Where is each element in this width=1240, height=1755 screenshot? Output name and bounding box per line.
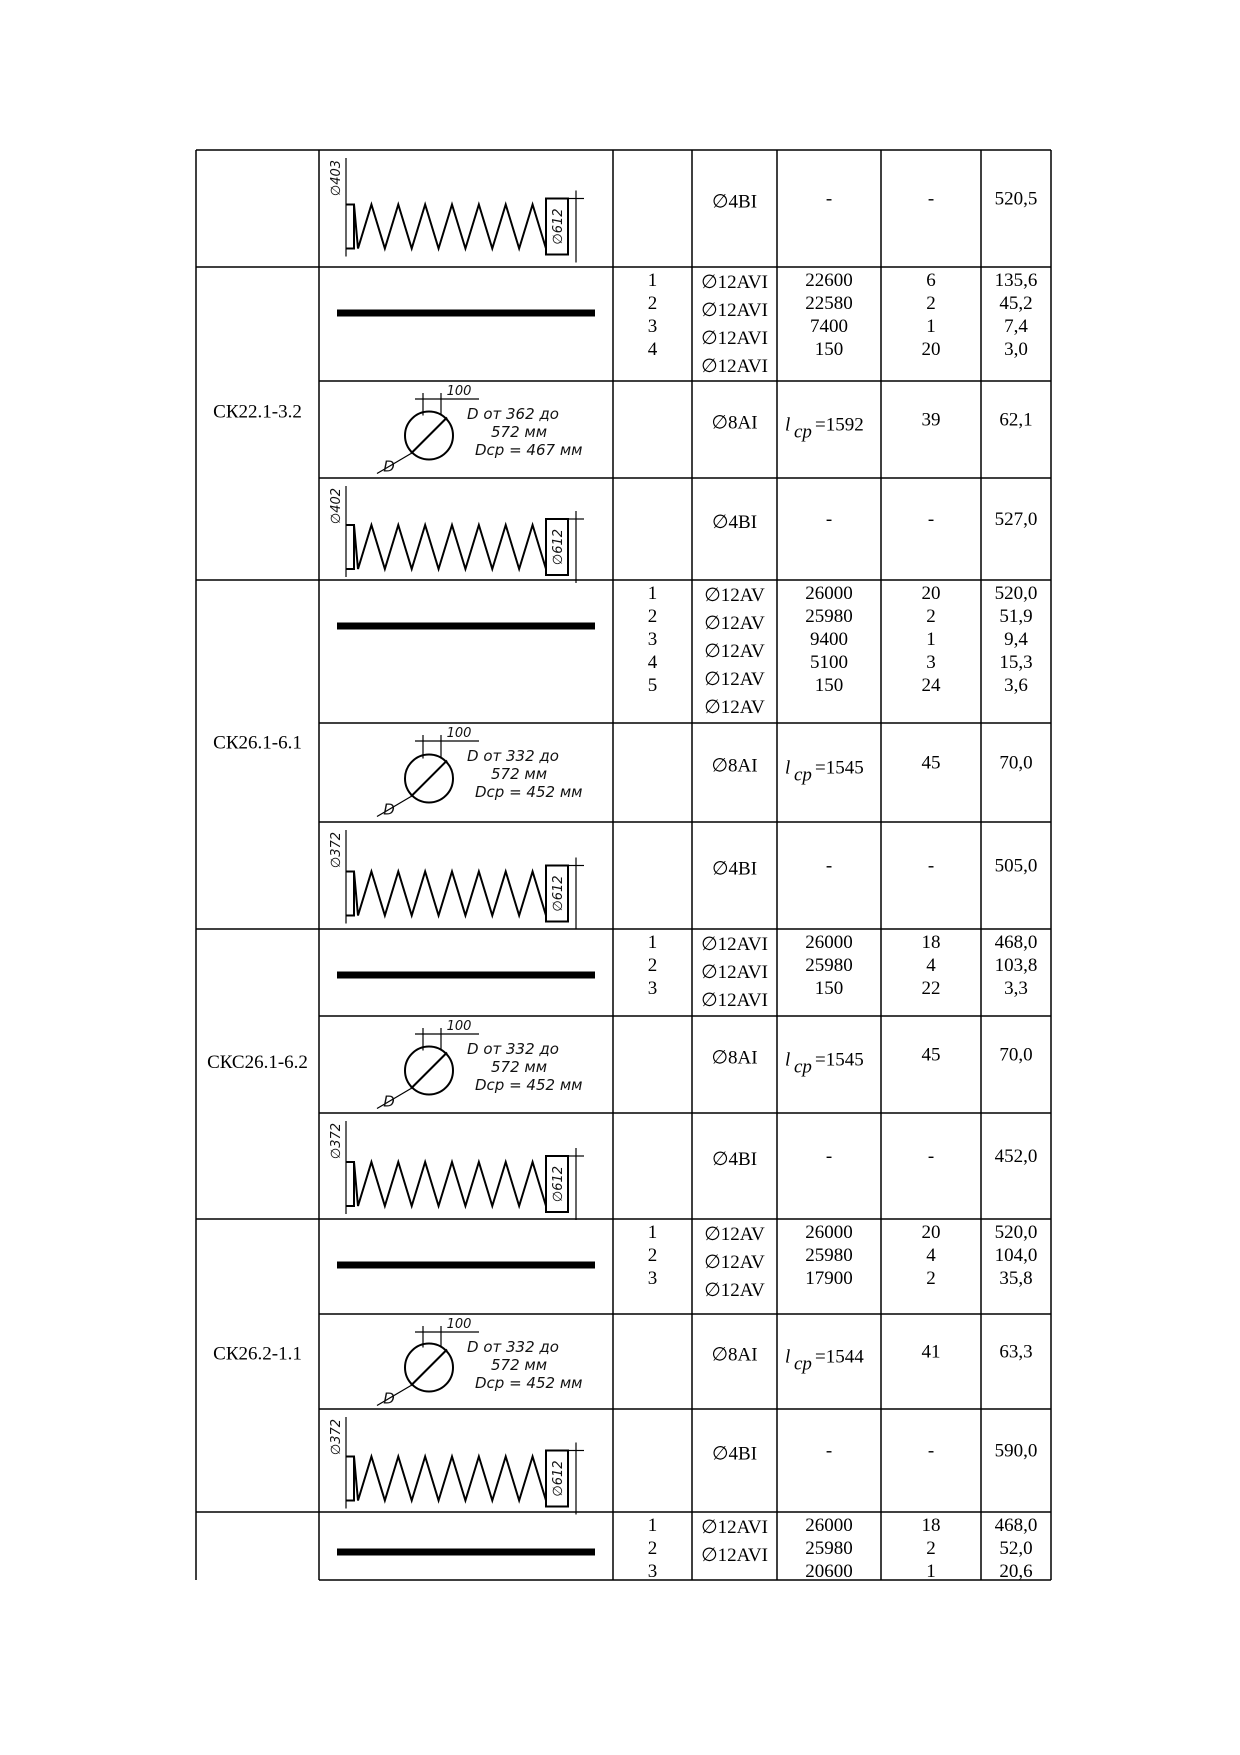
- bar-diameter-class: ∅8AI: [711, 755, 758, 777]
- element-mark: СКС26.1-6.2: [207, 1052, 308, 1073]
- ring-drawing: [377, 726, 582, 819]
- bar-count: 2: [926, 1538, 936, 1559]
- bar-count: 45: [921, 1044, 941, 1066]
- bar-mass: 45,2: [999, 293, 1033, 314]
- bar-length: -: [825, 188, 833, 210]
- bar-count: 4: [926, 955, 936, 976]
- bar-count: 1: [926, 316, 936, 337]
- ring-diameter-range-end: 572 мм: [491, 423, 548, 441]
- position-number: 2: [647, 955, 658, 976]
- table-row: [337, 270, 1037, 377]
- position-number: 1: [647, 1515, 658, 1536]
- bar-mass: 3,3: [1004, 978, 1028, 999]
- bar-mass: 62,1: [999, 409, 1033, 431]
- spiral-drawing: [329, 486, 584, 583]
- bar-mass: 520,5: [994, 188, 1038, 210]
- bar-diameter-class: ∅8AI: [711, 412, 758, 434]
- bar-mass: 452,0: [994, 1146, 1038, 1167]
- bar-length: -: [825, 1440, 833, 1462]
- spiral-start-diameter: ∅372: [329, 1418, 344, 1456]
- mean-length-value: =1545: [815, 1049, 864, 1071]
- spiral-end-diameter: ∅612: [551, 528, 566, 566]
- bar-mass: 9,4: [1004, 629, 1028, 650]
- spiral-start-diameter: ∅403: [329, 159, 344, 197]
- ring-overlap-dim: 100: [446, 726, 472, 741]
- mean-length-subscript: cp: [794, 421, 812, 443]
- position-number: 1: [647, 932, 658, 953]
- table-row: [377, 1317, 1033, 1408]
- position-number: 2: [647, 1538, 658, 1559]
- bar-diameter-class: ∅4BI: [711, 512, 758, 533]
- bar-mass: 520,0: [994, 583, 1038, 604]
- mean-length-symbol: l: [785, 1346, 791, 1368]
- bar-mass: 7,4: [1004, 316, 1028, 337]
- spiral-drawing: [329, 1121, 584, 1220]
- bar-mass: 468,0: [994, 932, 1038, 953]
- ring-overlap-dim: 100: [446, 384, 472, 399]
- table-row: [337, 1515, 1037, 1582]
- bar-mass: 63,3: [999, 1341, 1033, 1363]
- bar-count: 24: [921, 675, 941, 696]
- bar-length: 150: [814, 675, 844, 696]
- position-number: 4: [647, 339, 658, 360]
- bar-mass: 35,8: [999, 1268, 1033, 1289]
- bar-diameter-class: ∅12AV: [704, 585, 765, 606]
- bar-count: -: [927, 1440, 935, 1462]
- bar-length: 25980: [805, 1538, 853, 1559]
- bar-mass: 104,0: [994, 1245, 1038, 1266]
- bar-mass: 15,3: [999, 652, 1033, 673]
- position-number: 5: [647, 675, 658, 696]
- ring-drawing: [377, 1317, 582, 1408]
- ring-diameter-label: D: [383, 1389, 395, 1408]
- spiral-start-diameter: ∅372: [329, 831, 344, 869]
- position-number: 1: [647, 583, 658, 604]
- position-number: 2: [647, 1245, 658, 1266]
- bar-mass: 505,0: [994, 855, 1038, 877]
- ring-mean-diameter: Dср = 452 мм: [475, 1076, 583, 1094]
- bar-mass: 70,0: [999, 1044, 1033, 1066]
- bar-diameter-class: ∅12AVI: [701, 300, 768, 321]
- bar-mass: 103,8: [994, 955, 1038, 976]
- bar-count: 20: [921, 339, 941, 360]
- position-number: 3: [647, 978, 658, 999]
- position-number: 1: [647, 270, 658, 291]
- bar-diameter-class: ∅4BI: [711, 1149, 758, 1170]
- bar-mass: 3,6: [1004, 675, 1028, 696]
- bar-length: 20600: [805, 1561, 853, 1582]
- bar-count: 6: [926, 270, 936, 291]
- position-number: 3: [647, 316, 658, 337]
- bar-diameter-class: ∅12AV: [704, 1252, 765, 1273]
- bar-count: 20: [921, 583, 941, 604]
- ring-diameter-label: D: [383, 1092, 395, 1111]
- bar-mass: 468,0: [994, 1515, 1038, 1536]
- mean-length-subscript: cp: [794, 764, 812, 786]
- bar-count: 41: [921, 1341, 941, 1363]
- position-number: 2: [647, 606, 658, 627]
- spiral-drawing: [329, 830, 584, 930]
- bar-mass: 135,6: [994, 270, 1038, 291]
- bar-length: 7400: [810, 316, 848, 337]
- table-grid: [196, 150, 1051, 1580]
- ring-diameter-range-end: 572 мм: [491, 765, 548, 783]
- bar-diameter-class: ∅12AV: [704, 669, 765, 690]
- table-row: [329, 1417, 1037, 1515]
- ring-drawing: [377, 384, 582, 476]
- bar-count: 22: [921, 978, 941, 999]
- bar-length: 25980: [805, 955, 853, 976]
- bar-diameter-class: ∅8AI: [711, 1344, 758, 1366]
- ring-mean-diameter: Dср = 452 мм: [475, 783, 583, 801]
- bar-count: 18: [921, 932, 941, 953]
- bar-diameter-class: ∅8AI: [711, 1047, 758, 1069]
- bar-count: 18: [921, 1515, 941, 1536]
- position-number: 3: [647, 1561, 658, 1582]
- bar-mass: 20,6: [999, 1561, 1033, 1582]
- mean-length-value: =1592: [815, 414, 864, 436]
- bar-diameter-class: ∅4BI: [711, 858, 758, 880]
- mean-length-symbol: l: [785, 414, 791, 436]
- bar-mass: 590,0: [994, 1440, 1038, 1462]
- bar-length: 17900: [805, 1268, 853, 1289]
- bar-length: -: [825, 1146, 833, 1167]
- ring-diameter-range: D от 362 до: [467, 405, 559, 423]
- bar-diameter-class: ∅12AVI: [701, 962, 768, 983]
- ring-drawing: [377, 1019, 582, 1111]
- bar-length: 26000: [805, 932, 853, 953]
- ring-overlap-dim: 100: [446, 1317, 472, 1332]
- mean-length-subscript: cp: [794, 1056, 812, 1078]
- bar-diameter-class: ∅12AVI: [701, 328, 768, 349]
- bar-diameter-class: ∅12AV: [704, 1224, 765, 1245]
- bar-count: -: [927, 855, 935, 877]
- table-row: [377, 726, 1033, 819]
- table-row: [337, 1222, 1037, 1301]
- mean-length-symbol: l: [785, 757, 791, 779]
- bar-length: 26000: [805, 583, 853, 604]
- bar-length: 5100: [810, 652, 848, 673]
- ring-overlap-dim: 100: [446, 1019, 472, 1034]
- bar-count: 1: [926, 629, 936, 650]
- spiral-start-diameter: ∅372: [329, 1122, 344, 1160]
- bar-diameter-class: ∅12AV: [704, 641, 765, 662]
- bar-length: 26000: [805, 1222, 853, 1243]
- bar-length: 9400: [810, 629, 848, 650]
- table-row: [377, 384, 1033, 476]
- bar-mass: 520,0: [994, 1222, 1038, 1243]
- bar-count: 39: [921, 409, 941, 431]
- table-row: [329, 158, 1037, 263]
- ring-mean-diameter: Dср = 467 мм: [475, 441, 583, 459]
- bar-length: -: [825, 509, 833, 530]
- bar-length: 22600: [805, 270, 853, 291]
- bar-count: -: [927, 1146, 935, 1167]
- mean-length-subscript: cp: [794, 1353, 812, 1375]
- bar-length: 150: [814, 339, 844, 360]
- bar-mass: 70,0: [999, 752, 1033, 774]
- element-mark: СК22.1-3.2: [213, 401, 302, 423]
- bar-length: 25980: [805, 606, 853, 627]
- bar-mass: 3,0: [1004, 339, 1028, 360]
- element-mark: СК26.1-6.1: [213, 732, 302, 754]
- bar-count: 20: [921, 1222, 941, 1243]
- bar-count: 1: [926, 1561, 936, 1582]
- bar-length: 150: [814, 978, 844, 999]
- mean-length-symbol: l: [785, 1049, 791, 1071]
- position-number: 1: [647, 1222, 658, 1243]
- bar-diameter-class: ∅12AVI: [701, 934, 768, 955]
- bar-count: 45: [921, 752, 941, 774]
- bar-length: 25980: [805, 1245, 853, 1266]
- mean-length-value: =1544: [815, 1346, 864, 1368]
- bar-diameter-class: ∅12AVI: [701, 1517, 768, 1538]
- bar-length: 26000: [805, 1515, 853, 1536]
- bar-count: -: [927, 509, 935, 530]
- position-number: 3: [647, 629, 658, 650]
- spiral-drawing: [329, 1417, 584, 1515]
- bar-count: 2: [926, 293, 936, 314]
- bar-mass: 52,0: [999, 1538, 1033, 1559]
- bar-length: -: [825, 855, 833, 877]
- table-row: [337, 932, 1037, 1011]
- ring-diameter-range-end: 572 мм: [491, 1356, 548, 1374]
- table-row: [329, 830, 1037, 930]
- bar-count: -: [927, 188, 935, 210]
- bar-diameter-class: ∅12AV: [704, 1280, 765, 1301]
- mean-length-value: =1545: [815, 757, 864, 779]
- bar-diameter-class: ∅12AV: [704, 697, 765, 718]
- ring-diameter-label: D: [383, 800, 395, 819]
- bar-count: 4: [926, 1245, 936, 1266]
- bar-count: 2: [926, 606, 936, 627]
- table-row: [329, 486, 1037, 583]
- ring-diameter-range: D от 332 до: [467, 1040, 559, 1058]
- spiral-drawing: [329, 158, 584, 263]
- bar-diameter-class: ∅12AVI: [701, 356, 768, 377]
- ring-diameter-range-end: 572 мм: [491, 1058, 548, 1076]
- ring-diameter-label: D: [383, 457, 395, 476]
- bar-diameter-class: ∅12AV: [704, 613, 765, 634]
- spiral-end-diameter: ∅612: [551, 875, 566, 912]
- bar-diameter-class: ∅12AVI: [701, 1545, 768, 1566]
- bar-diameter-class: ∅12AVI: [701, 272, 768, 293]
- position-number: 4: [647, 652, 658, 673]
- bar-mass: 51,9: [999, 606, 1033, 627]
- table-row: [329, 1121, 1037, 1220]
- element-mark: СК26.2-1.1: [213, 1343, 302, 1365]
- ring-diameter-range: D от 332 до: [467, 1338, 559, 1356]
- bar-mass: 527,0: [994, 509, 1038, 530]
- ring-mean-diameter: Dср = 452 мм: [475, 1374, 583, 1392]
- table-row: [337, 583, 1037, 718]
- ring-diameter-range: D от 332 до: [467, 747, 559, 765]
- bar-diameter-class: ∅12AVI: [701, 990, 768, 1011]
- position-number: 2: [647, 293, 658, 314]
- bar-count: 2: [926, 1268, 936, 1289]
- position-number: 3: [647, 1268, 658, 1289]
- bar-count: 3: [926, 652, 936, 673]
- spiral-end-diameter: ∅612: [551, 1165, 566, 1203]
- table-row: [377, 1019, 1033, 1111]
- bar-diameter-class: ∅4BI: [711, 1443, 758, 1465]
- bar-diameter-class: ∅4BI: [711, 191, 758, 213]
- spiral-end-diameter: ∅612: [551, 1460, 566, 1497]
- spiral-end-diameter: ∅612: [551, 208, 566, 245]
- bar-length: 22580: [805, 293, 853, 314]
- spiral-start-diameter: ∅402: [329, 487, 344, 525]
